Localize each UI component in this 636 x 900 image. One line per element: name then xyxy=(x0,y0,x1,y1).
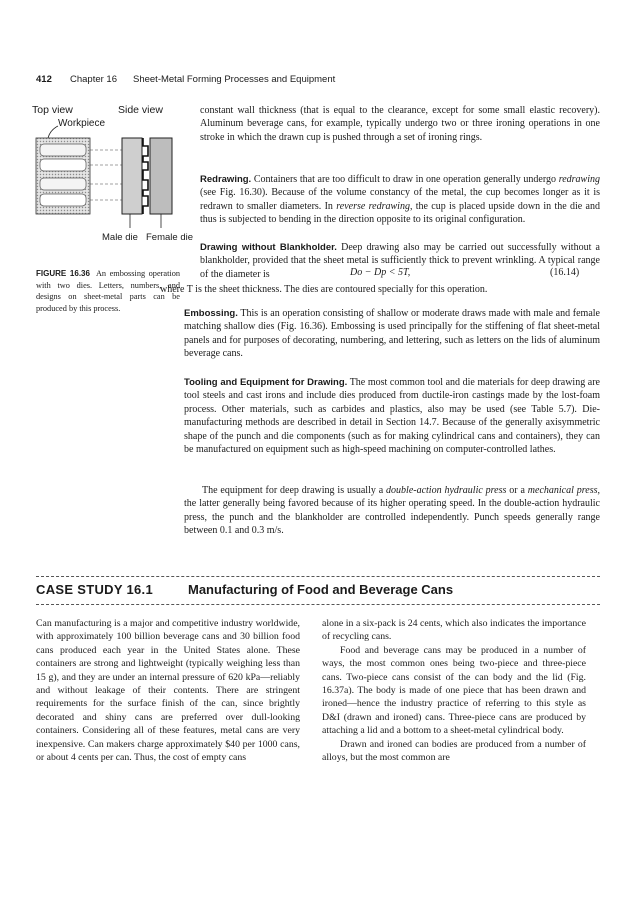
equation-followup xyxy=(160,283,600,296)
embossing-heading: Embossing. xyxy=(184,308,238,319)
case-study-left-column xyxy=(36,617,300,764)
caption-text: An embossing operation with two dies. Letters, numbers, and designs on sheet-metal parts can be produced by this process. xyxy=(36,269,180,313)
male-die xyxy=(122,138,142,214)
blankholder-heading: Drawing without Blankholder. xyxy=(200,242,337,253)
tooling-paragraph xyxy=(184,376,600,456)
equation-expression: Do − Dp < 5T, xyxy=(350,267,411,278)
equipment-text-a: The equipment for deep drawing is usually a xyxy=(202,485,384,496)
equation-16-14 xyxy=(200,267,600,281)
figure-caption xyxy=(36,268,180,314)
double-action-press-term: double-action hydraulic press xyxy=(386,485,507,496)
male-die-label: Male die xyxy=(102,232,138,243)
chapter-label: Chapter 16 xyxy=(70,74,118,85)
side-view-label: Side view xyxy=(118,104,163,116)
tooling-heading: Tooling and Equipment for Drawing. xyxy=(184,377,348,388)
figure-number: FIGURE 16.36 xyxy=(36,269,90,278)
case-study-heading xyxy=(36,582,596,600)
page-number: 412 xyxy=(36,74,52,85)
intro-paragraph xyxy=(200,104,600,144)
equipment-paragraph xyxy=(184,484,600,538)
female-die xyxy=(150,138,172,214)
redrawing-heading: Redrawing. xyxy=(200,174,252,185)
running-header xyxy=(36,74,596,88)
case-study-left-text: Can manufacturing is a major and competitive industry worldwide, with approximately 100 billion beverage cans and 30 billion food cans produced each year in the United States alone. These containers are strong and lightweight (typically weighing less than 15 g), and they are under an internal pressure of 620 kPa—reliably and without leakage of their contents. There are stringent requirements for the surface finish of the can, since brightly decorated and shiny cans are preferred over dull-looking containers. Considering all of these features, metal cans are very inexpensive. Can makers charge approximately $40 per 1000 cans, or about 4 cents per can. Thus, the cost of empty cans xyxy=(36,618,300,764)
embossing-figure xyxy=(30,104,193,252)
case-study-top-rule xyxy=(36,576,600,577)
top-view-label: Top view xyxy=(32,104,73,116)
embossing-text: This is an operation consisting of shallow or moderate draws made with male and female matching shallow dies (Fig. 16.36). Embossing is used principally for the stiffening of flat sheet-metal panels and for purposes of decorating, numbering, and lettering, such as letters on the lids of aluminum beverage cans. xyxy=(184,308,600,360)
equipment-text-b: or a xyxy=(509,485,525,496)
equation-number: (16.14) xyxy=(550,267,580,278)
case-study-right-column xyxy=(322,617,586,764)
female-die-label: Female die xyxy=(146,232,193,243)
tooling-text: The most common tool and die materials for deep drawing are tool steels and cast irons and include dies produced from ductile-iron castings made by the lost-foam process. Other materials, such as carbides and plastics, also may be used (see Table 5.7). Die-manufacturing methods are described in detail in Section 14.7. Because of the generally axisymmetric shape of the punch and die components (such as for making cylindrical cans and containers), they can be manufactured on equipment such as high-speed machining on computer-controlled lathes. xyxy=(184,377,600,456)
redrawing-term: redrawing xyxy=(558,174,601,185)
equation-followup-text: where T is the sheet thickness. The dies are contoured specially for this operation. xyxy=(160,284,488,295)
redrawing-paragraph xyxy=(200,173,600,227)
case-study-label: CASE STUDY 16.1 xyxy=(36,582,153,597)
section-title: Sheet-Metal Forming Processes and Equipment xyxy=(133,74,336,85)
case-study-right-p3: Drawn and ironed can bodies are produced from a number of alloys, but the most common are xyxy=(322,738,586,764)
mechanical-press-term: mechanical press xyxy=(527,485,598,496)
blankholder-text: Deep drawing also may be carried out successfully without a blankholder, provided that the sheet metal is sufficiently thick to prevent wrinkling. A typical range of the diameter is xyxy=(200,242,600,280)
workpiece-label: Workpiece xyxy=(58,118,106,129)
reverse-redrawing-term: reverse redrawing xyxy=(336,200,410,212)
workpiece-sheet xyxy=(143,138,148,214)
intro-text: constant wall thickness (that is equal to the clearance, except for some small elastic recovery). Aluminum beverage cans, for example, typically undergo two or three ironing operations in one stroke in which the drawn cup is pushed through a set of ironing rings. xyxy=(200,105,600,143)
case-study-right-p2: Food and beverage cans may be produced in a number of ways, the most common ones being two-piece and three-piece cans. Two-piece cans consist of the can body and the lid (Fig. 16.37a). The body is made of one piece that has been drawn and ironed—hence the industry practice of referring to this style as D&I (drawn and ironed) cans. Three-piece cans are produced by attaching a lid and a bottom to a sheet-metal cylindrical body. xyxy=(322,644,586,737)
embossing-paragraph xyxy=(184,307,600,361)
case-study-bottom-rule xyxy=(36,604,600,605)
case-study-right-p1: alone in a six-pack is 24 cents, which also indicates the importance of recycling cans. xyxy=(322,618,586,643)
embossing-diagram xyxy=(30,104,190,252)
redrawing-text-a: Containers that are too difficult to draw in one operation generally undergo xyxy=(253,174,557,185)
redrawing-text-b: (see Fig. 16.30). Because of the volume constancy of the metal, the cup becomes longer as it is redrawn to smaller diameters. In xyxy=(200,187,600,212)
redrawing-text-c: , the cup is placed upside down in the die and thus is subjected to bending in the direction opposite to its original configuration. xyxy=(200,200,600,226)
case-study-title: Manufacturing of Food and Beverage Cans xyxy=(188,582,454,597)
workpiece-leader xyxy=(48,126,58,138)
equipment-text-c: , the latter generally being favored because of its higher operating speed. In the double-action hydraulic press, the punch and the blankholder are controlled independently. Punch speeds generally range between 0.1 and 0.3 m/s. xyxy=(184,485,601,537)
